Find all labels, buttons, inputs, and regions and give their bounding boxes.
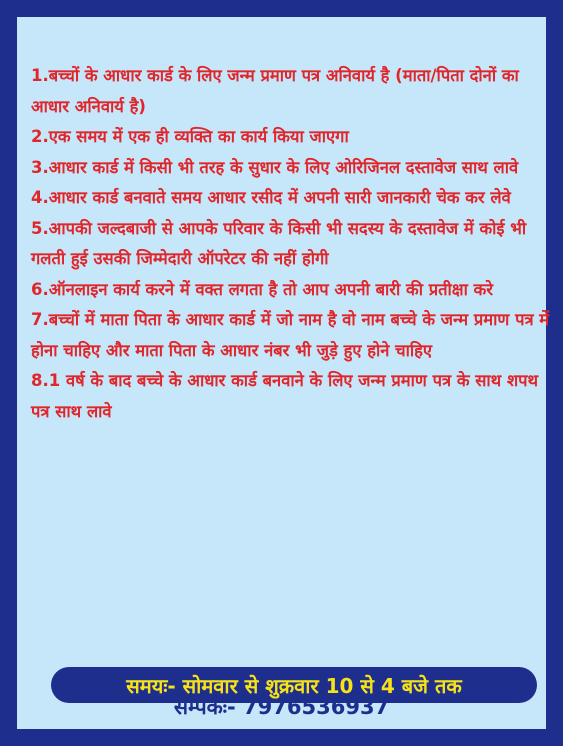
rule-item: 5.आपकी जल्दबाजी से आपके परिवार के किसी भी सदस्य के दस्तावेज में कोई भी गलती हुई उसकी जिम्मेदारी ऑपरेटर की नहीं होगी (31, 218, 527, 268)
rule-item: 4.आधार कार्ड बनवाते समय आधार रसीद में अपनी सारी जानकारी चेक कर लेवे (31, 188, 511, 207)
rule-item: 1.बच्चों के आधार कार्ड के लिए जन्म प्रमाण पत्र अनिवार्य है (माता/पिता दोनों का आधार अनिवार्य है) (31, 66, 519, 116)
rule-item: 2.एक समय में एक ही व्यक्ति का कार्य किया जाएगा (31, 127, 349, 146)
rules-list (31, 61, 551, 427)
contact-line: सम्पर्कः- 7976536937 (173, 695, 390, 719)
rule-item: 8.1 वर्ष के बाद बच्चे के आधार कार्ड बनवाने के लिए जन्म प्रमाण पत्र के साथ शपथ पत्र साथ लावे (31, 371, 539, 421)
rule-item: 7.बच्चों में माता पिता के आधार कार्ड में जो नाम है वो नाम बच्चे के जन्म प्रमाण पत्र में होना चाहिए और माता पिता के आधार नंबर भी जुड़े हुए होने चाहिए (31, 310, 550, 360)
rule-item: 3.आधार कार्ड में किसी भी तरह के सुधार के लिए ओरिजिनल दस्तावेज साथ लावे (31, 157, 519, 177)
timing-text: समयः- सोमवार से शुक्रवार 10 से 4 बजे तक (126, 673, 462, 698)
rule-item: 6.ऑनलाइन कार्य करने में वक्त लगता है तो आप अपनी बारी की प्रतीक्षा करे (31, 279, 494, 299)
